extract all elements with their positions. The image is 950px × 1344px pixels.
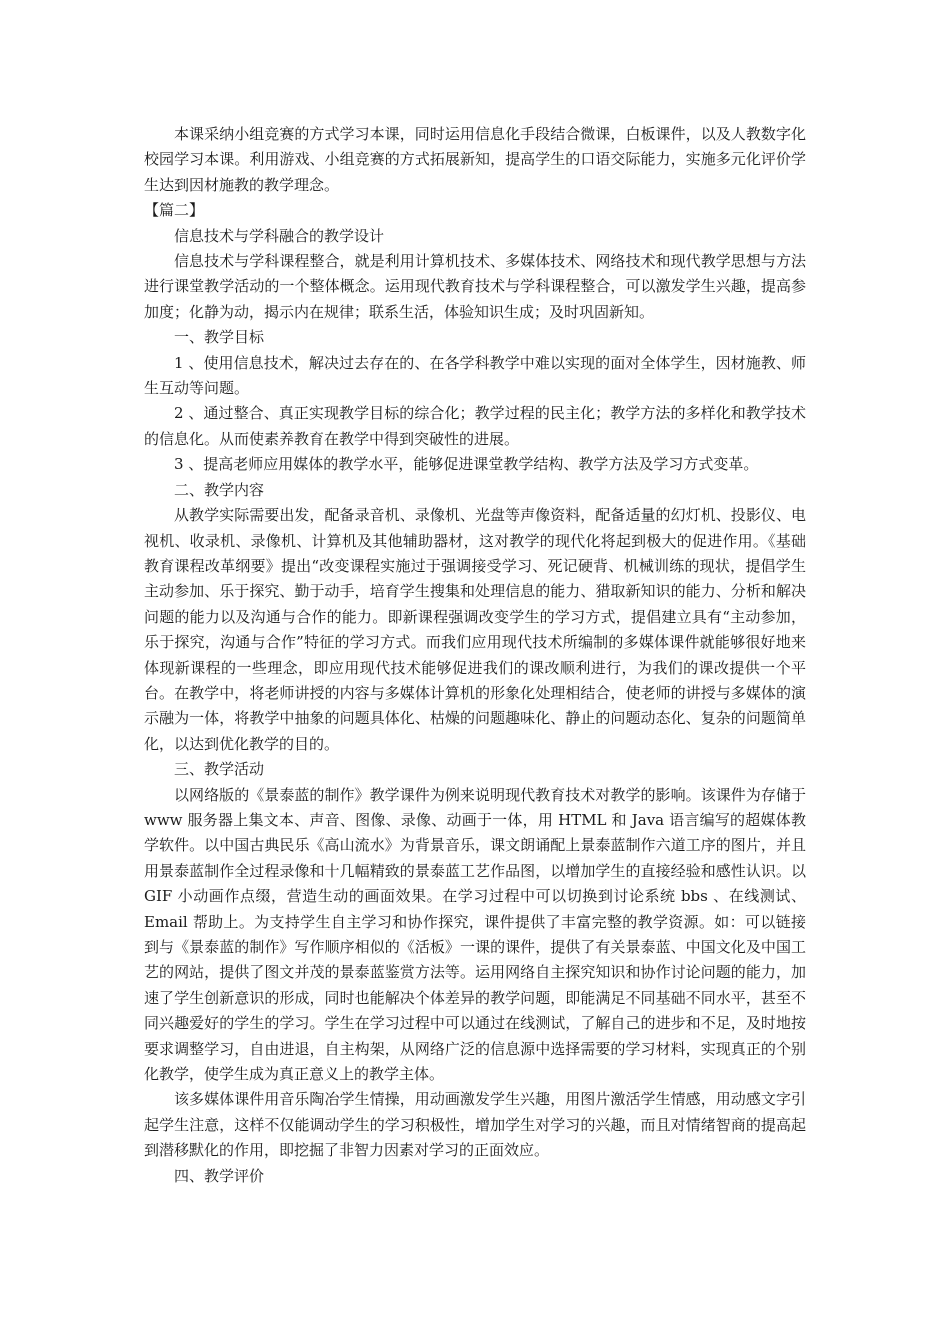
overview-paragraph: 信息技术与学科课程整合，就是利用计算机技术、多媒体技术、网络技术和现代教学思想与方法进行课堂教学活动的一个整体概念。运用现代教育技术与学科课程整合，可以激发学生兴趣，提高参加度；化静为动，揭示内在规律；联系生活，体验知识生成；及时巩固新知。 <box>144 252 806 321</box>
goal-item-2: 2 、通过整合、真正实现教学目标的综合化；教学过程的民主化；教学方法的多样化和教学技术的信息化。从而使素养教育在教学中得到突破性的进展。 <box>144 404 806 448</box>
heading-teaching-evaluation: 四、教学评价 <box>174 1166 265 1185</box>
courseware-paragraph: 该多媒体课件用音乐陶冶学生情操，用动画激发学生兴趣，用图片激活学生情感，用动感文字引起学生注意，这样不仅能调动学生的学习积极性，增加学生对学习的兴趣，而且对情绪智商的提高起到潜移默化的作用，即挖掘了非智力因素对学习的正面效应。 <box>144 1090 806 1160</box>
heading-teaching-goals: 一、教学目标 <box>174 328 265 347</box>
heading-teaching-content: 二、教学内容 <box>174 480 265 499</box>
content-paragraph: 从教学实际需要出发，配备录音机、录像机、光盘等声像资料，配备适量的幻灯机、投影仪、电视机、收录机、录像机、计算机及其他辅助器材，这对教学的现代化将起到极大的促进作用。《基础教育课程改革纲要》提出“改变课程实施过于强调接受学习、死记硬背、机械训练的现状，提倡学生主动参加、乐于探究、勤于动手，培育学生搜集和处理信息的能力、猎取新知识的能力、分析和解决问题的能力以及沟通与合作的能力。即新课程强调改变学生的学习方式，提倡建立具有“主动参加，乐于探究，沟通与合作”特征的学习方式。而我们应用现代技术所编制的多媒体课件就能够很好地来体现新课程的一些理念，即应用现代技术能够促进我们的课改顺利进行，为我们的课改提供一个平台。在教学中，将老师讲授的内容与多媒体计算机的形象化处理相结合，使老师的讲授与多媒体的演示融为一体，将教学中抽象的问题具体化、枯燥的问题趣味化、静止的问题动态化、复杂的问题简单化，以达到优化教学的目的。 <box>144 506 806 753</box>
document-page <box>144 122 806 1189</box>
goal-item-3: 3 、提高老师应用媒体的教学水平，能够促进课堂教学结构、教学方法及学习方式变革。 <box>174 455 759 474</box>
goal-item-1: 1 、使用信息技术，解决过去存在的、在各学科教学中难以实现的面对全体学生，因材施教、师生互动等问题。 <box>144 353 806 398</box>
intro-paragraph: 本课采纳小组竞赛的方式学习本课，同时运用信息化手段结合微课，白板课件，以及人教数字化校园学习本课。利用游戏、小组竞赛的方式拓展新知，提高学生的口语交际能力，实施多元化评价学生达到因材施教的教学理念。 <box>144 125 806 194</box>
activities-paragraph: 以网络版的《景泰蓝的制作》教学课件为例来说明现代教育技术对教学的影响。该课件为存储于 www 服务器上集文本、声音、图像、录像、动画于一体，用 HTML 和 Java 语言编写的超媒体教学软件。以中国古典民乐《高山流水》为背景音乐，课文朗诵配上景泰蓝制作六道工序的图片，并且用景泰蓝制作全过程录像和十几幅精致的景泰蓝工艺作品图，以增加学生的直接经验和感性认识。以 GIF 小动画作点缀，营造生动的画面效果。在学习过程中可以切换到讨论系统 bbs 、在线测试、 Email 帮助上。为支持学生自主学习和协作探究，课件提供了丰富完整的教学资源。如：可以链接到与《景泰蓝的制作》写作顺序相似的《活板》一课的课件，提供了有关景泰蓝、中国文化及中国工艺的网站，提供了图文并茂的景泰蓝鉴赏方法等。运用网络自主探究知识和协作讨论问题的能力，加速了学生创新意识的形成，同时也能解决个体差异的教学问题，即能满足不同基础不同水平，甚至不同兴趣爱好的学生的学习。学生在学习过程中可以通过在线测试，了解自己的进步和不足，及时地按要求调整学习，自由进退，自主构架，从网络广泛的信息源中选择需要的学习材料，实现真正的个别化教学，使学生成为真正意义上的教学主体。 <box>144 785 806 1084</box>
document-title: 信息技术与学科融合的教学设计 <box>174 226 385 245</box>
heading-teaching-activities: 三、教学活动 <box>174 760 265 779</box>
section-marker-part-two: 【篇二】 <box>144 201 205 220</box>
